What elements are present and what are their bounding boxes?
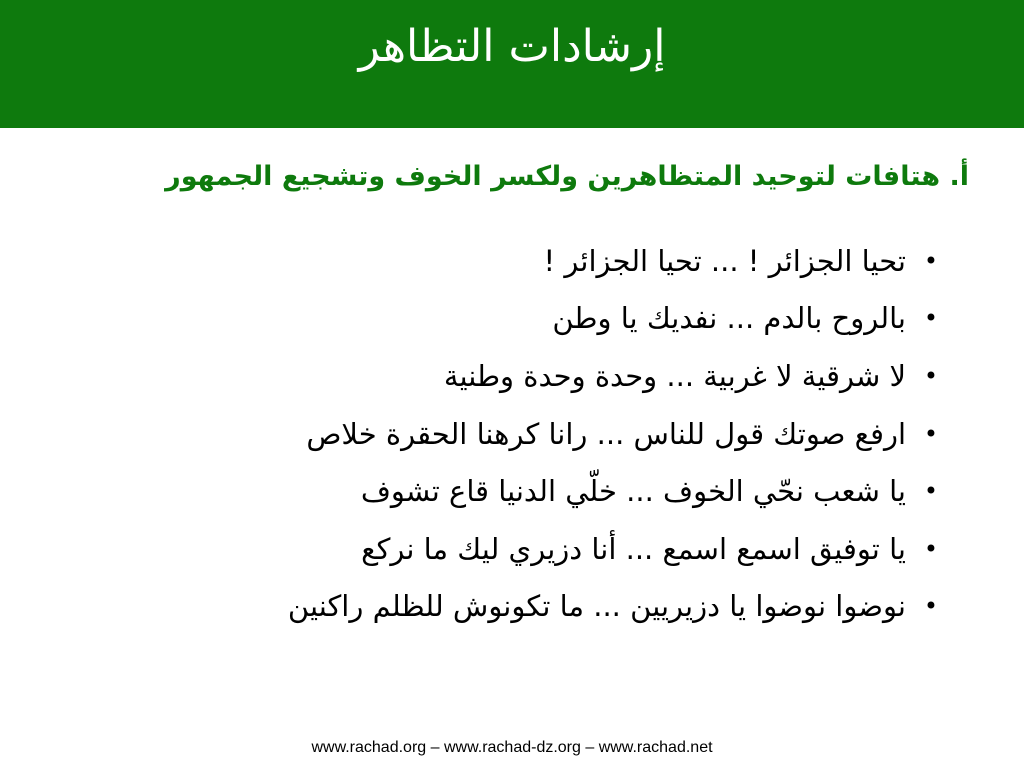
list-item	[58, 462, 938, 520]
list-item	[58, 232, 938, 290]
list-item-text: لا شرقية لا غربية ... وحدة وحدة وطنية	[443, 358, 906, 393]
list-item-text: بالروح بالدم ... نفديك يا وطن	[552, 301, 906, 336]
list-item	[58, 520, 938, 578]
title-bar	[0, 0, 1024, 128]
list-item-text: تحيا الجزائر ! ... تحيا الجزائر !	[543, 243, 906, 278]
slide-title: إرشادات التظاهر	[358, 21, 666, 72]
bullet-icon: •	[923, 361, 938, 390]
section-heading: أ. هتافات لتوحيد المتظاهرين ولكسر الخوف وتشجيع الجمهور	[165, 161, 969, 192]
slogan-list	[58, 232, 938, 635]
list-item	[58, 405, 938, 463]
footer-links: www.rachad.org – www.rachad-dz.org – www.rachad.net	[311, 739, 713, 756]
list-item	[58, 578, 938, 636]
list-item-text: نوضوا نوضوا يا دزيريين ... ما تكونوش للظلم راكنين	[287, 589, 906, 624]
list-item-text: يا توفيق اسمع اسمع ... أنا دزيري ليك ما نركع	[361, 531, 906, 566]
bullet-icon: •	[923, 304, 938, 333]
list-item	[58, 290, 938, 348]
list-item-text: يا شعب نحّي الخوف ... خلّي الدنيا قاع تشوف	[360, 474, 906, 509]
bullet-icon: •	[923, 592, 938, 621]
bullet-icon: •	[923, 419, 938, 448]
list-item-text: ارفع صوتك قول للناس ... رانا كرهنا الحقرة خلاص	[306, 416, 906, 451]
bullet-icon: •	[923, 534, 938, 563]
bullet-icon: •	[923, 477, 938, 506]
list-item	[58, 347, 938, 405]
bullet-icon: •	[923, 246, 938, 275]
